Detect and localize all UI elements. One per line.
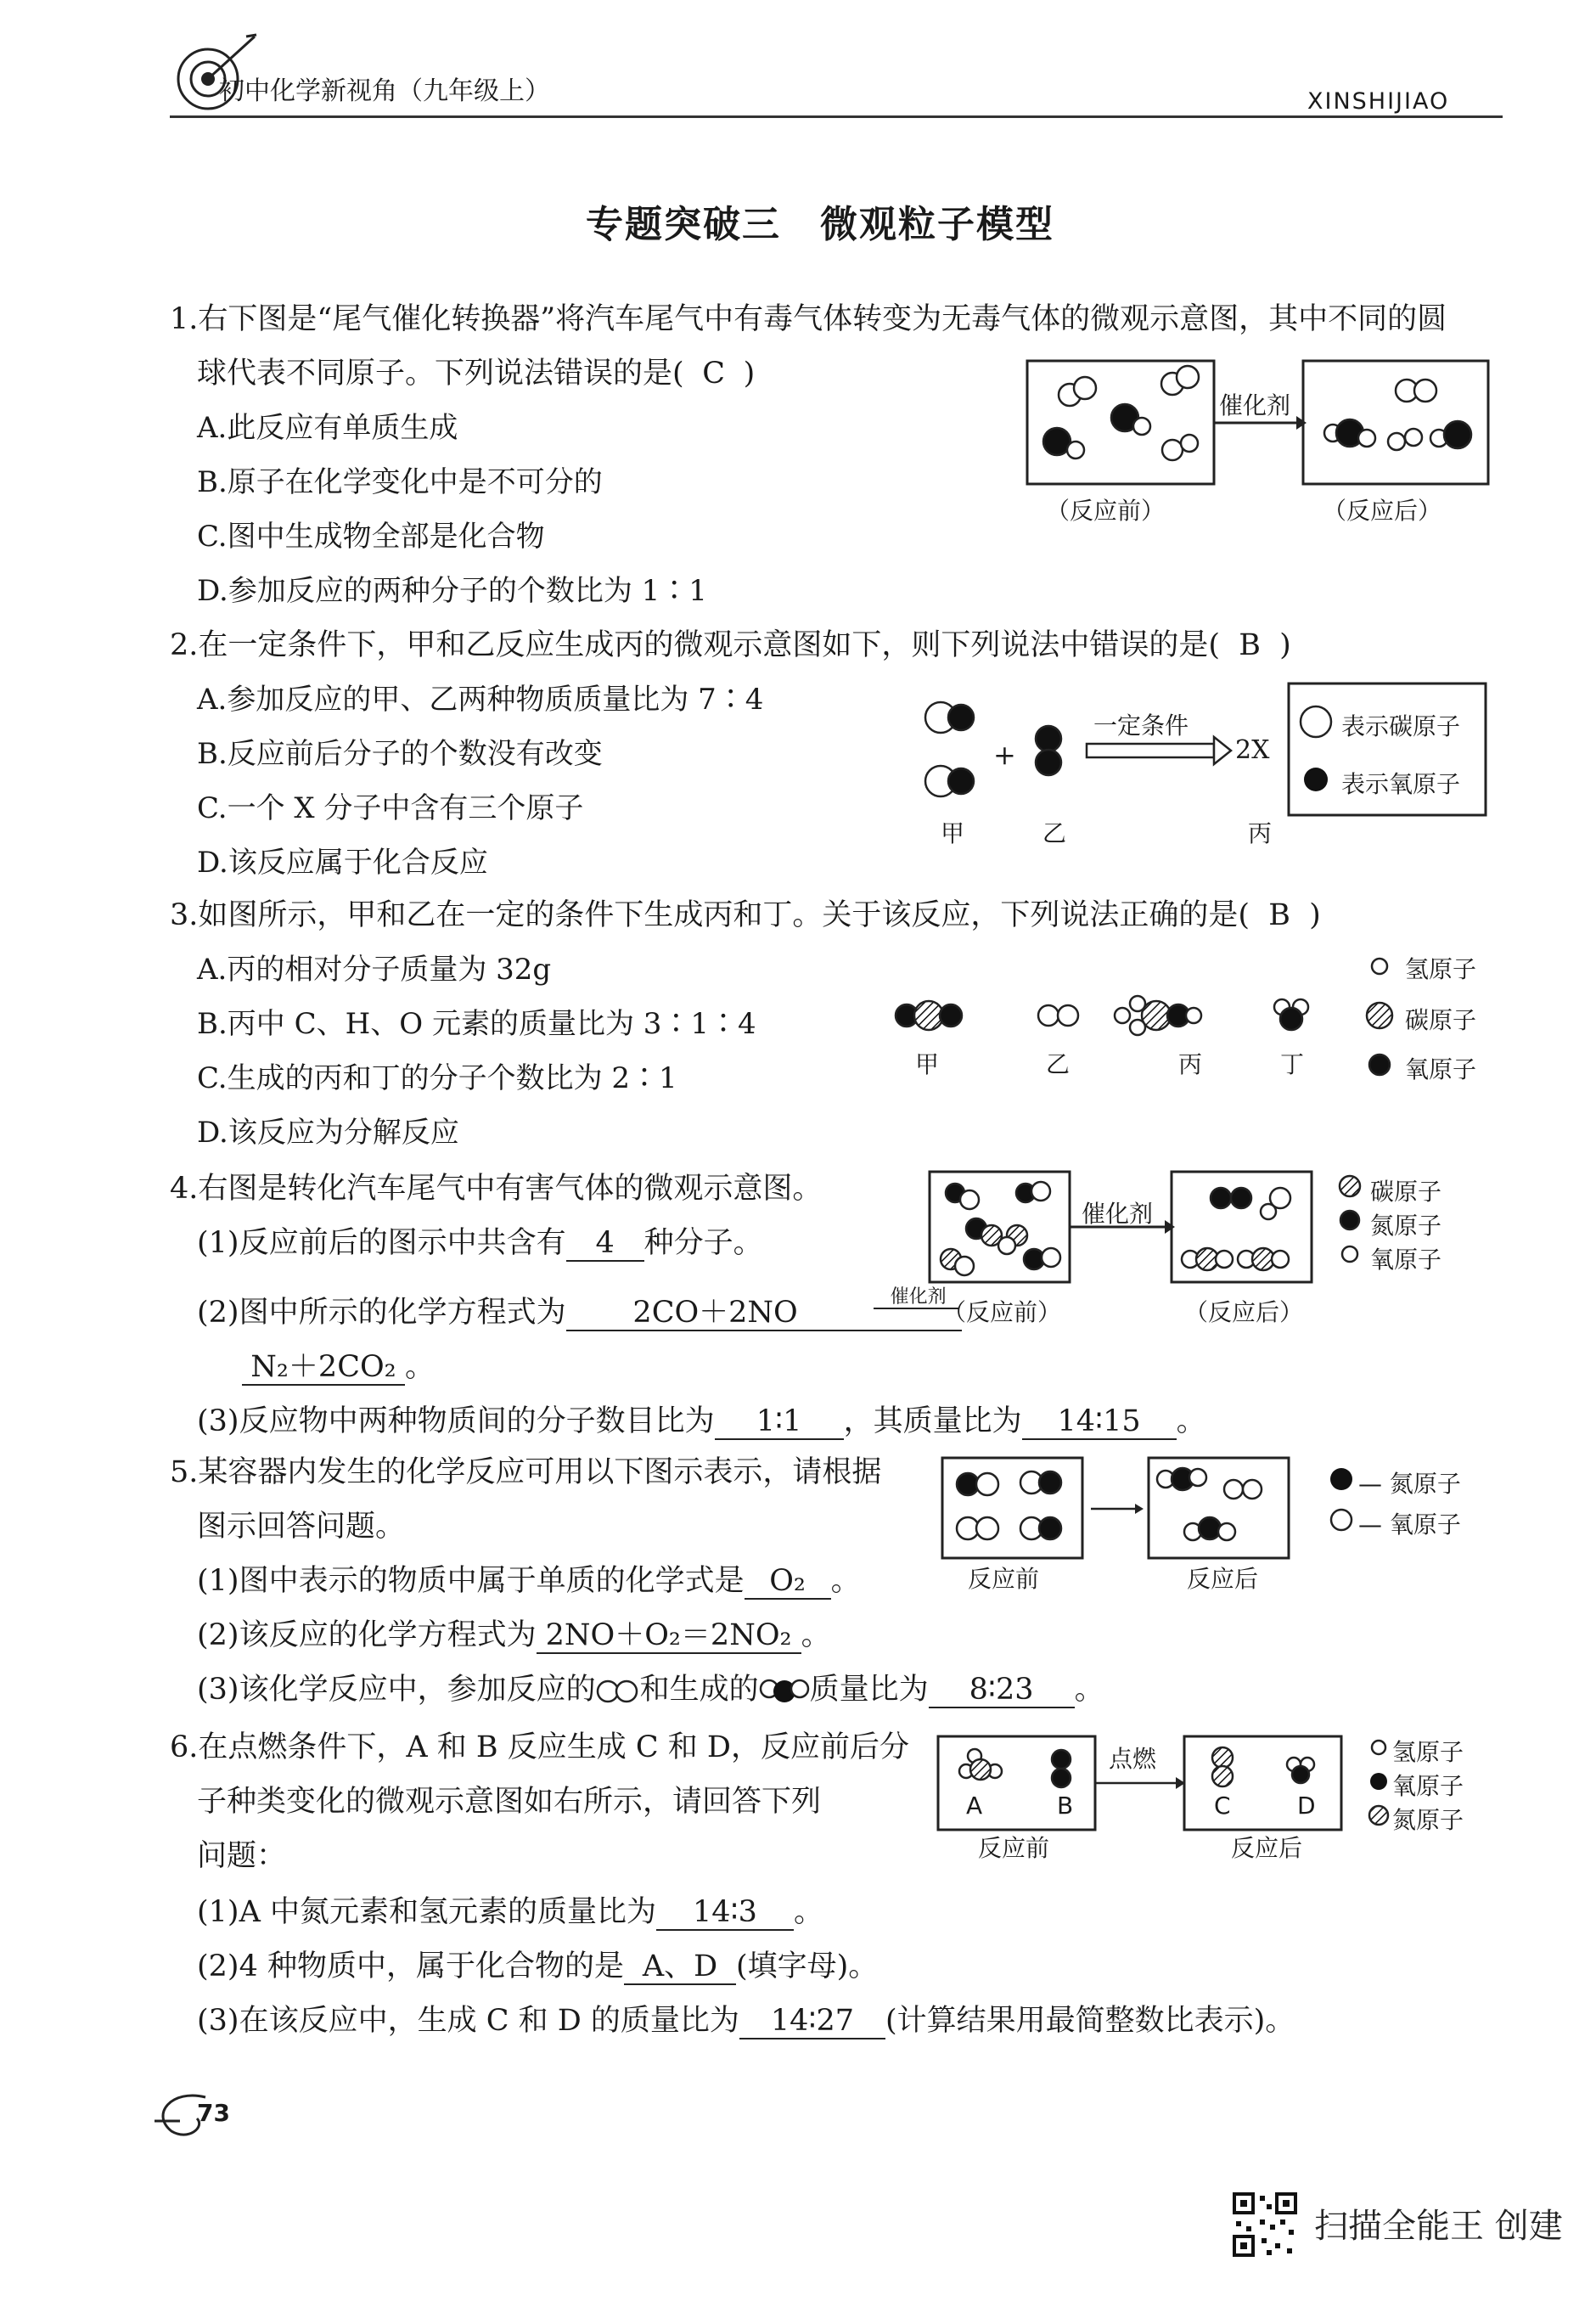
q5-part3: (3)该化学反应中，参加反应的 和生成的 质量比为 8∶23 。 [197,1673,1104,1707]
q4-legend-nitrogen: 氮原子 [1370,1212,1442,1240]
q5-answer1: O₂ [745,1564,831,1600]
q6-caption-after: 反应后 [1231,1834,1303,1862]
q5-caption-after: 反应后 [1187,1565,1259,1593]
q3-label-bing: 丙 [1178,1050,1203,1078]
q4-part2-line2: N₂＋2CO₂ 。 [242,1350,435,1386]
q5-part2: (2)该反应的化学方程式为 2NO＋O₂＝2NO₂ 。 [197,1618,831,1652]
header-divider [170,115,1503,118]
q2-answer: B [1239,628,1261,662]
q3-legend-carbon: 碳原子 [1405,1006,1477,1034]
q3-answer: B [1268,898,1290,932]
q3-stem: 3.如图所示，甲和乙在一定的条件下生成丙和丁。关于该反应，下列说法正确的是( B ) [170,898,1321,932]
q1-stem-line1: 1.右下图是“尾气催化转换器”将汽车尾气中有毒气体转变为无毒气体的微观示意图，其中不同的圆 [170,302,1447,336]
q3-legend-hydrogen: 氢原子 [1405,955,1477,983]
page-number: 73 [197,2099,230,2127]
q5-legend-nitrogen: — 氮原子 [1358,1470,1461,1498]
q2-legend-oxygen: 表示氧原子 [1341,770,1461,798]
q4-answer3b: 14∶15 [1022,1404,1177,1440]
q6-stem-line1: 6.在点燃条件下，A 和 B 反应生成 C 和 D，反应前后分 [170,1730,909,1764]
q4-answer2a: 2CO＋2NO 催化剂 [566,1296,962,1331]
q4-answer1: 4 [566,1226,644,1262]
q1-option-c: C.图中生成物全部是化合物 [197,520,545,554]
q4-arrow-label: 催化剂 [1082,1200,1154,1228]
q6-answer2: A、D [624,1949,736,1985]
q5-part1: (1)图中表示的物质中属于单质的化学式是 O₂ 。 [197,1564,861,1598]
q6-arrow-label: 点燃 [1109,1745,1157,1773]
q2-label-jia: 甲 [941,819,965,847]
q1-option-d: D.参加反应的两种分子的个数比为 1∶1 [197,574,707,608]
q4-legend-carbon: 碳原子 [1370,1178,1442,1206]
q5-legend-icons [1324,1466,1358,1550]
q6-legend-hydrogen: 氢原子 [1392,1738,1464,1766]
q1-caption-before: （反应前） [1046,497,1166,525]
q2-product: 2X [1235,735,1270,765]
q6-label-d: D [1297,1792,1316,1820]
q6-answer3: 14∶27 [739,2004,885,2039]
q6-answer1: 14∶3 [656,1895,794,1931]
q3-option-d: D.该反应为分解反应 [197,1116,459,1150]
q6-label-b: B [1057,1792,1074,1820]
header-brand: XINSHIJIAO [1307,88,1450,115]
q3-option-b: B.丙中 C、H、O 元素的质量比为 3∶1∶4 [197,1007,756,1041]
q6-label-a: A [966,1792,983,1820]
q1-option-a: A.此反应有单质生成 [197,411,458,445]
q5-o2-molecule-icon [596,1679,640,1704]
q2-stem: 2.在一定条件下，甲和乙反应生成丙的微观示意图如下，则下列说法中错误的是( B ) [170,628,1291,662]
q2-arrow-label: 一定条件 [1093,712,1189,740]
q5-caption-before: 反应前 [968,1565,1040,1593]
q5-answer2: 2NO＋O₂＝2NO₂ [537,1618,801,1654]
q6-part1: (1)A 中氮元素和氢元素的质量比为 14∶3 。 [197,1895,823,1929]
q6-stem-line2: 子种类变化的微观示意图如右所示，请回答下列 [197,1785,822,1819]
q1-arrow-label: 催化剂 [1219,391,1291,419]
scanner-watermark: 扫描全能王 创建 [1314,2207,1563,2246]
q5-answer3: 8∶23 [929,1673,1075,1708]
q4-caption-after: （反应后） [1184,1298,1304,1326]
q2-label-yi: 乙 [1042,819,1067,847]
q4-condition: 催化剂 [890,1286,947,1308]
q4-part1: (1)反应前后的图示中共含有 4 种分子。 [197,1226,763,1260]
q6-stem-line3: 问题： [197,1839,287,1873]
q6-legend-nitrogen: 氮原子 [1392,1806,1464,1834]
q1-caption-after: （反应后） [1323,497,1442,525]
page-title: 专题突破三 微观粒子模型 [586,203,1054,246]
q3-label-jia: 甲 [915,1050,940,1078]
q5-stem-line1: 5.某容器内发生的化学反应可用以下图示表示，请根据 [170,1455,882,1489]
q6-label-c: C [1214,1792,1231,1820]
q4-stem: 4.右图是转化汽车尾气中有害气体的微观示意图。 [170,1172,823,1206]
q1-answer: C [702,357,726,391]
q6-part2: (2)4 种物质中，属于化合物的是 A、D (填字母)。 [197,1949,879,1983]
qr-code-icon [1231,2191,1299,2259]
q1-option-b: B.原子在化学变化中是不可分的 [197,465,603,499]
q2-label-bing: 丙 [1248,819,1273,847]
q2-option-d: D.该反应属于化合反应 [197,846,488,880]
q3-option-c: C.生成的丙和丁的分子个数比为 2∶1 [197,1061,677,1095]
q2-option-b: B.反应前后分子的个数没有改变 [197,737,603,771]
q5-stem-line2: 图示回答问题。 [197,1510,406,1544]
q4-legend-oxygen: 氧原子 [1370,1246,1442,1274]
q5-legend-oxygen: — 氧原子 [1358,1511,1461,1539]
q1-stem-line2: 球代表不同原子。下列说法错误的是( C ) [197,357,756,391]
q6-legend-oxygen: 氧原子 [1392,1772,1464,1800]
q2-option-a: A.参加反应的甲、乙两种物质质量比为 7∶4 [197,683,764,717]
q4-answer3a: 1∶1 [715,1404,844,1440]
q3-label-ding: 丁 [1280,1050,1305,1078]
q2-legend-carbon: 表示碳原子 [1341,712,1461,740]
q6-part3: (3)在该反应中，生成 C 和 D 的质量比为 14∶27 (计算结果用最简整数比表示)。 [197,2004,1295,2038]
q4-part2: (2)图中所示的化学方程式为 2CO＋2NO 催化剂 [197,1296,962,1331]
q3-label-yi: 乙 [1046,1050,1071,1078]
q2-option-c: C.一个 X 分子中含有三个原子 [197,791,584,825]
q3-legend-oxygen: 氧原子 [1405,1055,1477,1083]
q4-answer2b: N₂＋2CO₂ [242,1350,405,1386]
header-book-title: 初中化学新视角（九年级上） [219,76,550,106]
q4-part3: (3)反应物中两种物质间的分子数目比为 1∶1 ，其质量比为 14∶15 。 [197,1404,1206,1438]
q2-plus-sign: + [993,739,1016,771]
q5-no2-molecule-icon [759,1677,810,1706]
q3-option-a: A.丙的相对分子质量为 32g [197,953,552,987]
q4-caption-before: （反应前） [942,1298,1062,1326]
q6-caption-before: 反应前 [978,1834,1050,1862]
